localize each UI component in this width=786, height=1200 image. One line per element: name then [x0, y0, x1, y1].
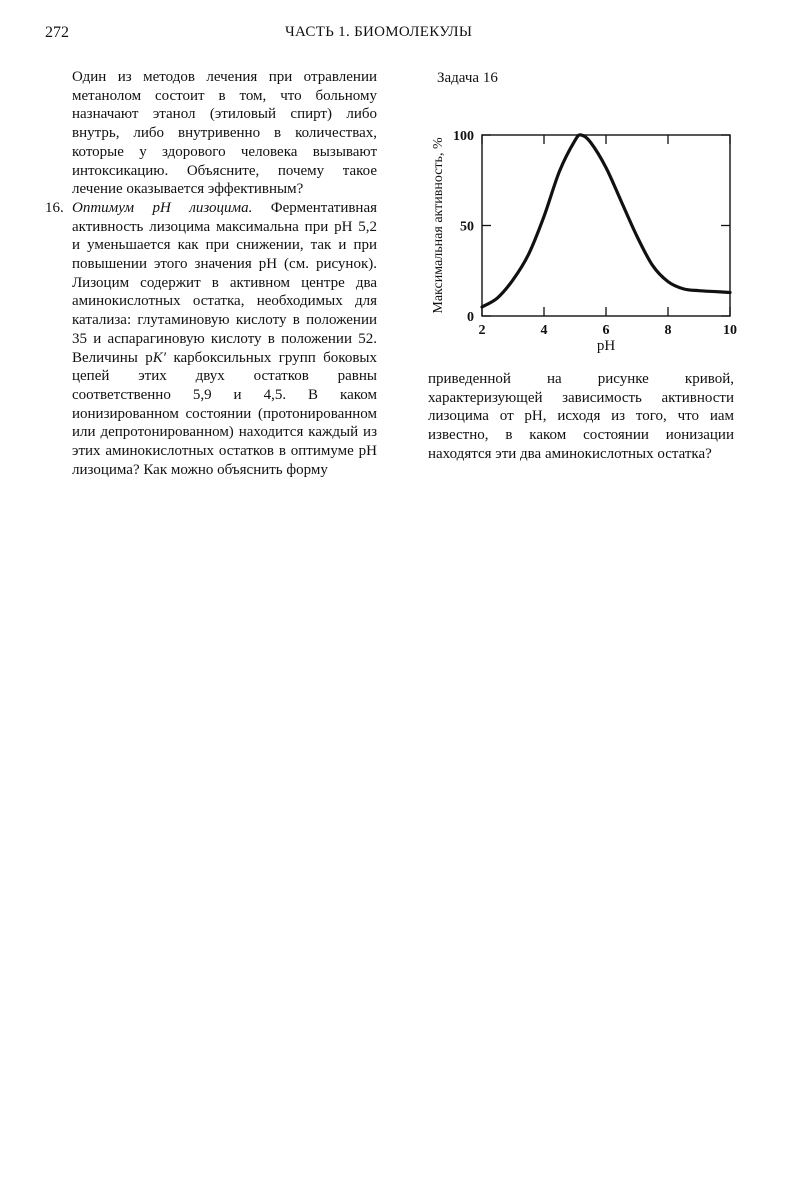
y-tick-label: 0	[467, 310, 474, 325]
figure-caption: Задача 16	[437, 70, 498, 86]
x-tick-label: 6	[602, 323, 610, 338]
problem-number: 16.	[45, 199, 64, 216]
problem-title: Оптимум pH лизоцима.	[72, 199, 253, 216]
problem-text-part2: карбоксильных групп боковых цепей этих двух остатков равны соответственно 5,9 и 4,5. В каком ионизированном состоянии (протонированном или депротонированном) находится каждый из этих аминокислотных остатков в оптимуме pH лизоцима? Как можно объяснить форму	[72, 349, 377, 478]
problem-16	[45, 199, 378, 480]
page-number: 272	[45, 24, 69, 41]
x-tick-label: 2	[478, 323, 486, 338]
x-tick-label: 8	[664, 323, 672, 338]
x-tick-label: 10	[723, 323, 737, 338]
y-axis-label: Максимальная активность, %	[431, 137, 446, 314]
y-tick-label: 100	[453, 129, 474, 144]
left-column	[45, 68, 378, 479]
activity-curve	[482, 135, 730, 307]
running-title: ЧАСТЬ 1. БИОМОЛЕКУЛЫ	[285, 24, 473, 40]
x-axis-label: pH	[596, 338, 616, 354]
activity-ph-chart	[420, 122, 740, 362]
continuation-paragraph: приведенной на рисунке кривой, характеризующей зависимость активности лизоцима от pH, исходя из того, что иам известно, в каком состоянии ионизации находятся эти два аминокислотных остатка?	[428, 371, 734, 462]
x-tick-label: 4	[540, 323, 548, 338]
right-column	[428, 370, 734, 464]
pk-symbol: K′	[152, 349, 167, 366]
intro-paragraph: Один из методов лечения при отравлении метанолом состоит в том, что больному назначают этанол (этиловый спирт) либо внутрь, либо внутривенно в количествах, которые у здорового человека вызывают интоксикацию. Объясните, почему такое лечение оказывается эффективным?	[72, 69, 377, 198]
problem-text-part1: Ферментативная активность лизоцима максимальна при pH 5,2 и уменьшается как при снижении, так и при повышении этого значения pH (см. рисунок). Лизоцим содержит в активном центре два аминокислотных остатка, необходимых для катализа: глутаминовую кислоту в положении 35 и аспарагиновую кислоту в положении 52. Величины p	[72, 199, 378, 366]
y-tick-label: 50	[460, 219, 474, 235]
